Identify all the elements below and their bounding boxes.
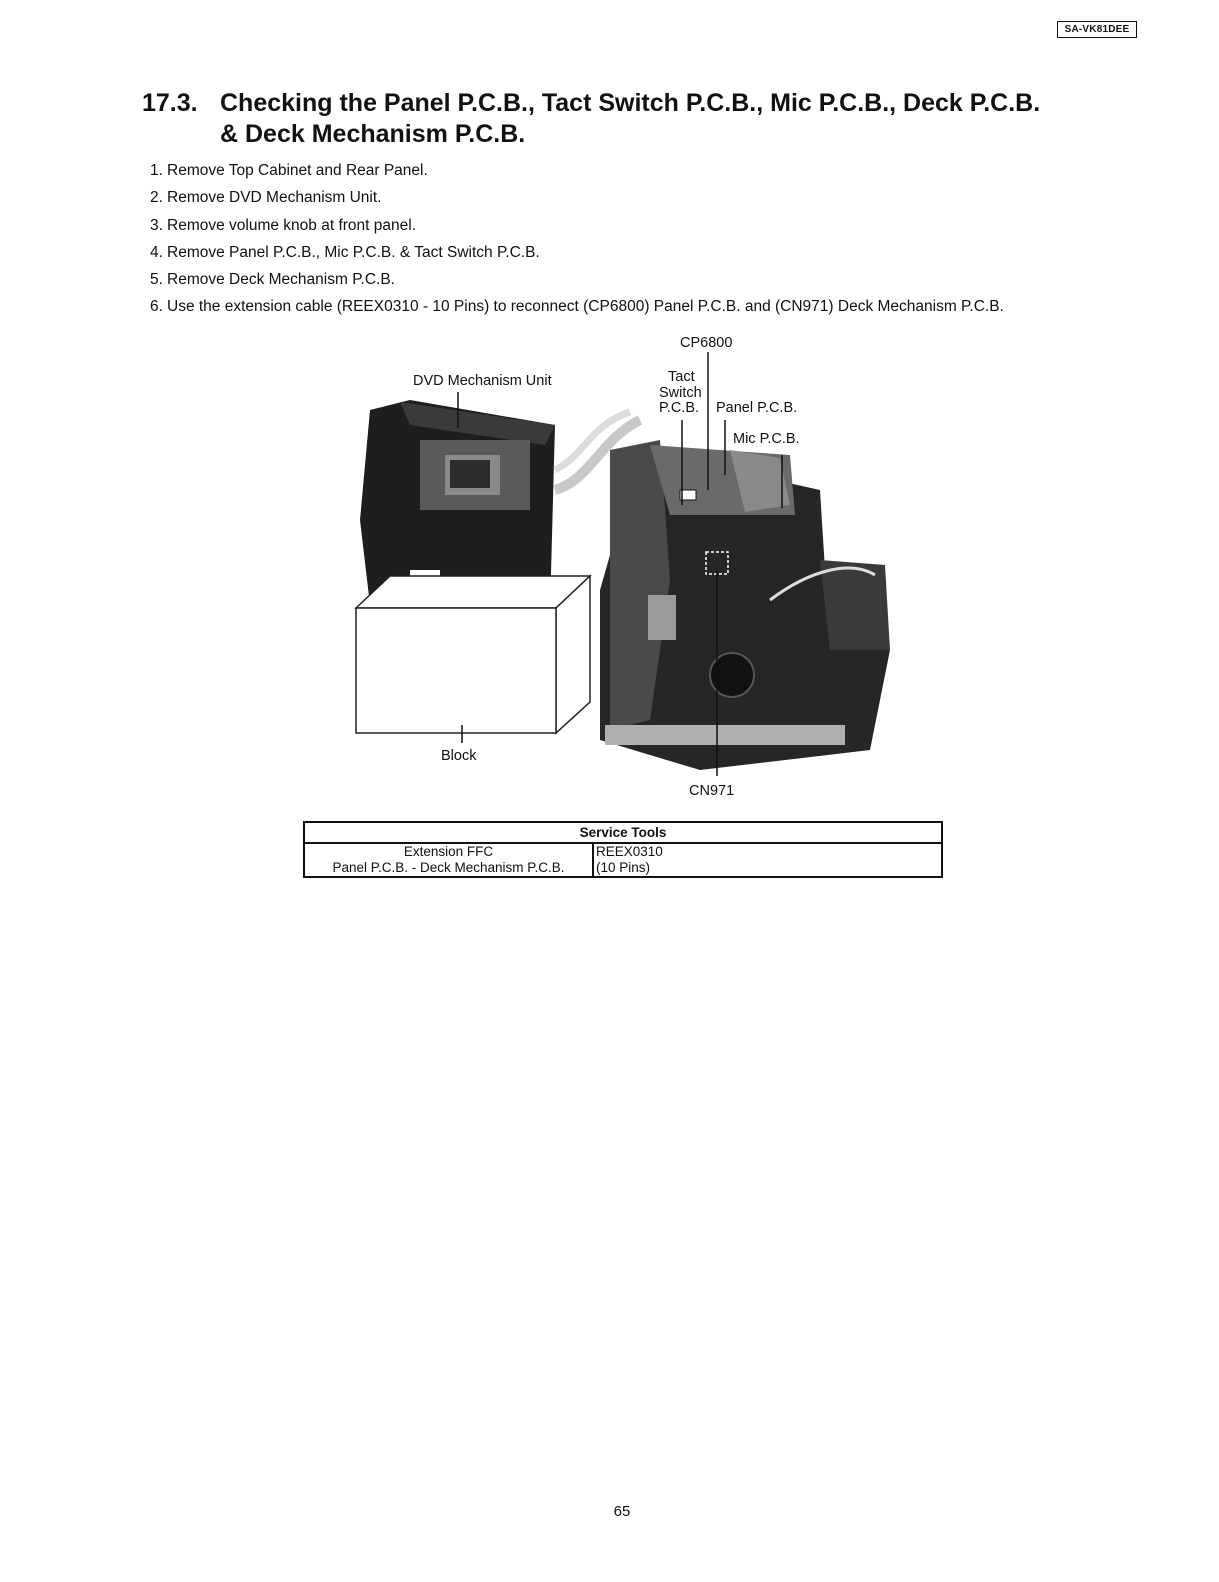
step-text: Use the extension cable (REEX0310 - 10 Pins) to reconnect (CP6800) Panel P.C.B. and (CN971) Deck Mechanism P.C.B. (167, 298, 1004, 316)
procedure-steps (150, 160, 1110, 324)
main-unit-image (600, 440, 890, 770)
step-text: Remove volume knob at front panel. (167, 216, 416, 234)
label-tact-line1: Tact (668, 369, 695, 385)
step-number: 2. (150, 189, 163, 207)
step-item (150, 215, 1110, 242)
table-header-cell: Service Tools (304, 822, 942, 843)
section-number: 17.3. (142, 89, 198, 117)
step-number: 5. (150, 271, 163, 289)
step-number: 6. (150, 298, 163, 316)
tool-part-line2: (10 Pins) (596, 860, 651, 875)
disassembly-figure (350, 330, 910, 810)
tool-part-cell (593, 843, 942, 877)
step-number: 4. (150, 243, 163, 261)
step-item (150, 160, 1110, 187)
step-item (150, 296, 1110, 323)
step-item (150, 242, 1110, 269)
step-text: Remove Deck Mechanism P.C.B. (167, 271, 395, 289)
service-tools-table (303, 821, 943, 878)
label-tact-line3: P.C.B. (659, 400, 700, 416)
section-title-line2: & Deck Mechanism P.C.B. (220, 120, 526, 148)
tool-part-line1: REEX0310 (596, 844, 663, 859)
step-number: 3. (150, 216, 163, 234)
step-number: 1. (150, 162, 163, 179)
label-panel-pcb: Panel P.C.B. (716, 400, 798, 416)
label-dvd-mechanism-unit: DVD Mechanism Unit (413, 373, 552, 389)
step-text: Remove DVD Mechanism Unit. (167, 189, 382, 207)
label-block: Block (441, 748, 477, 764)
section-title-line1: Checking the Panel P.C.B., Tact Switch P.C.B., Mic P.C.B., Deck P.C.B. (220, 89, 1041, 117)
device-illustration (350, 330, 910, 810)
tool-name-line1: Extension FFC (403, 844, 494, 859)
table-row (304, 843, 942, 877)
label-mic-pcb: Mic P.C.B. (733, 431, 800, 447)
tool-name-cell (304, 843, 593, 877)
step-text: Remove Top Cabinet and Rear Panel. (167, 162, 428, 179)
model-badge: SA-VK81DEE (1057, 21, 1137, 38)
step-item (150, 187, 1110, 214)
label-tact-line2: Switch (659, 385, 702, 401)
label-cn971: CN971 (689, 783, 735, 799)
label-cp6800: CP6800 (680, 335, 733, 351)
step-text: Remove Panel P.C.B., Mic P.C.B. & Tact Switch P.C.B. (167, 243, 540, 261)
step-item (150, 269, 1110, 296)
tool-name-line2: Panel P.C.B. - Deck Mechanism P.C.B. (332, 860, 565, 875)
support-block (356, 576, 590, 733)
table-header-row (304, 822, 942, 843)
page-number: 65 (613, 1503, 631, 1520)
